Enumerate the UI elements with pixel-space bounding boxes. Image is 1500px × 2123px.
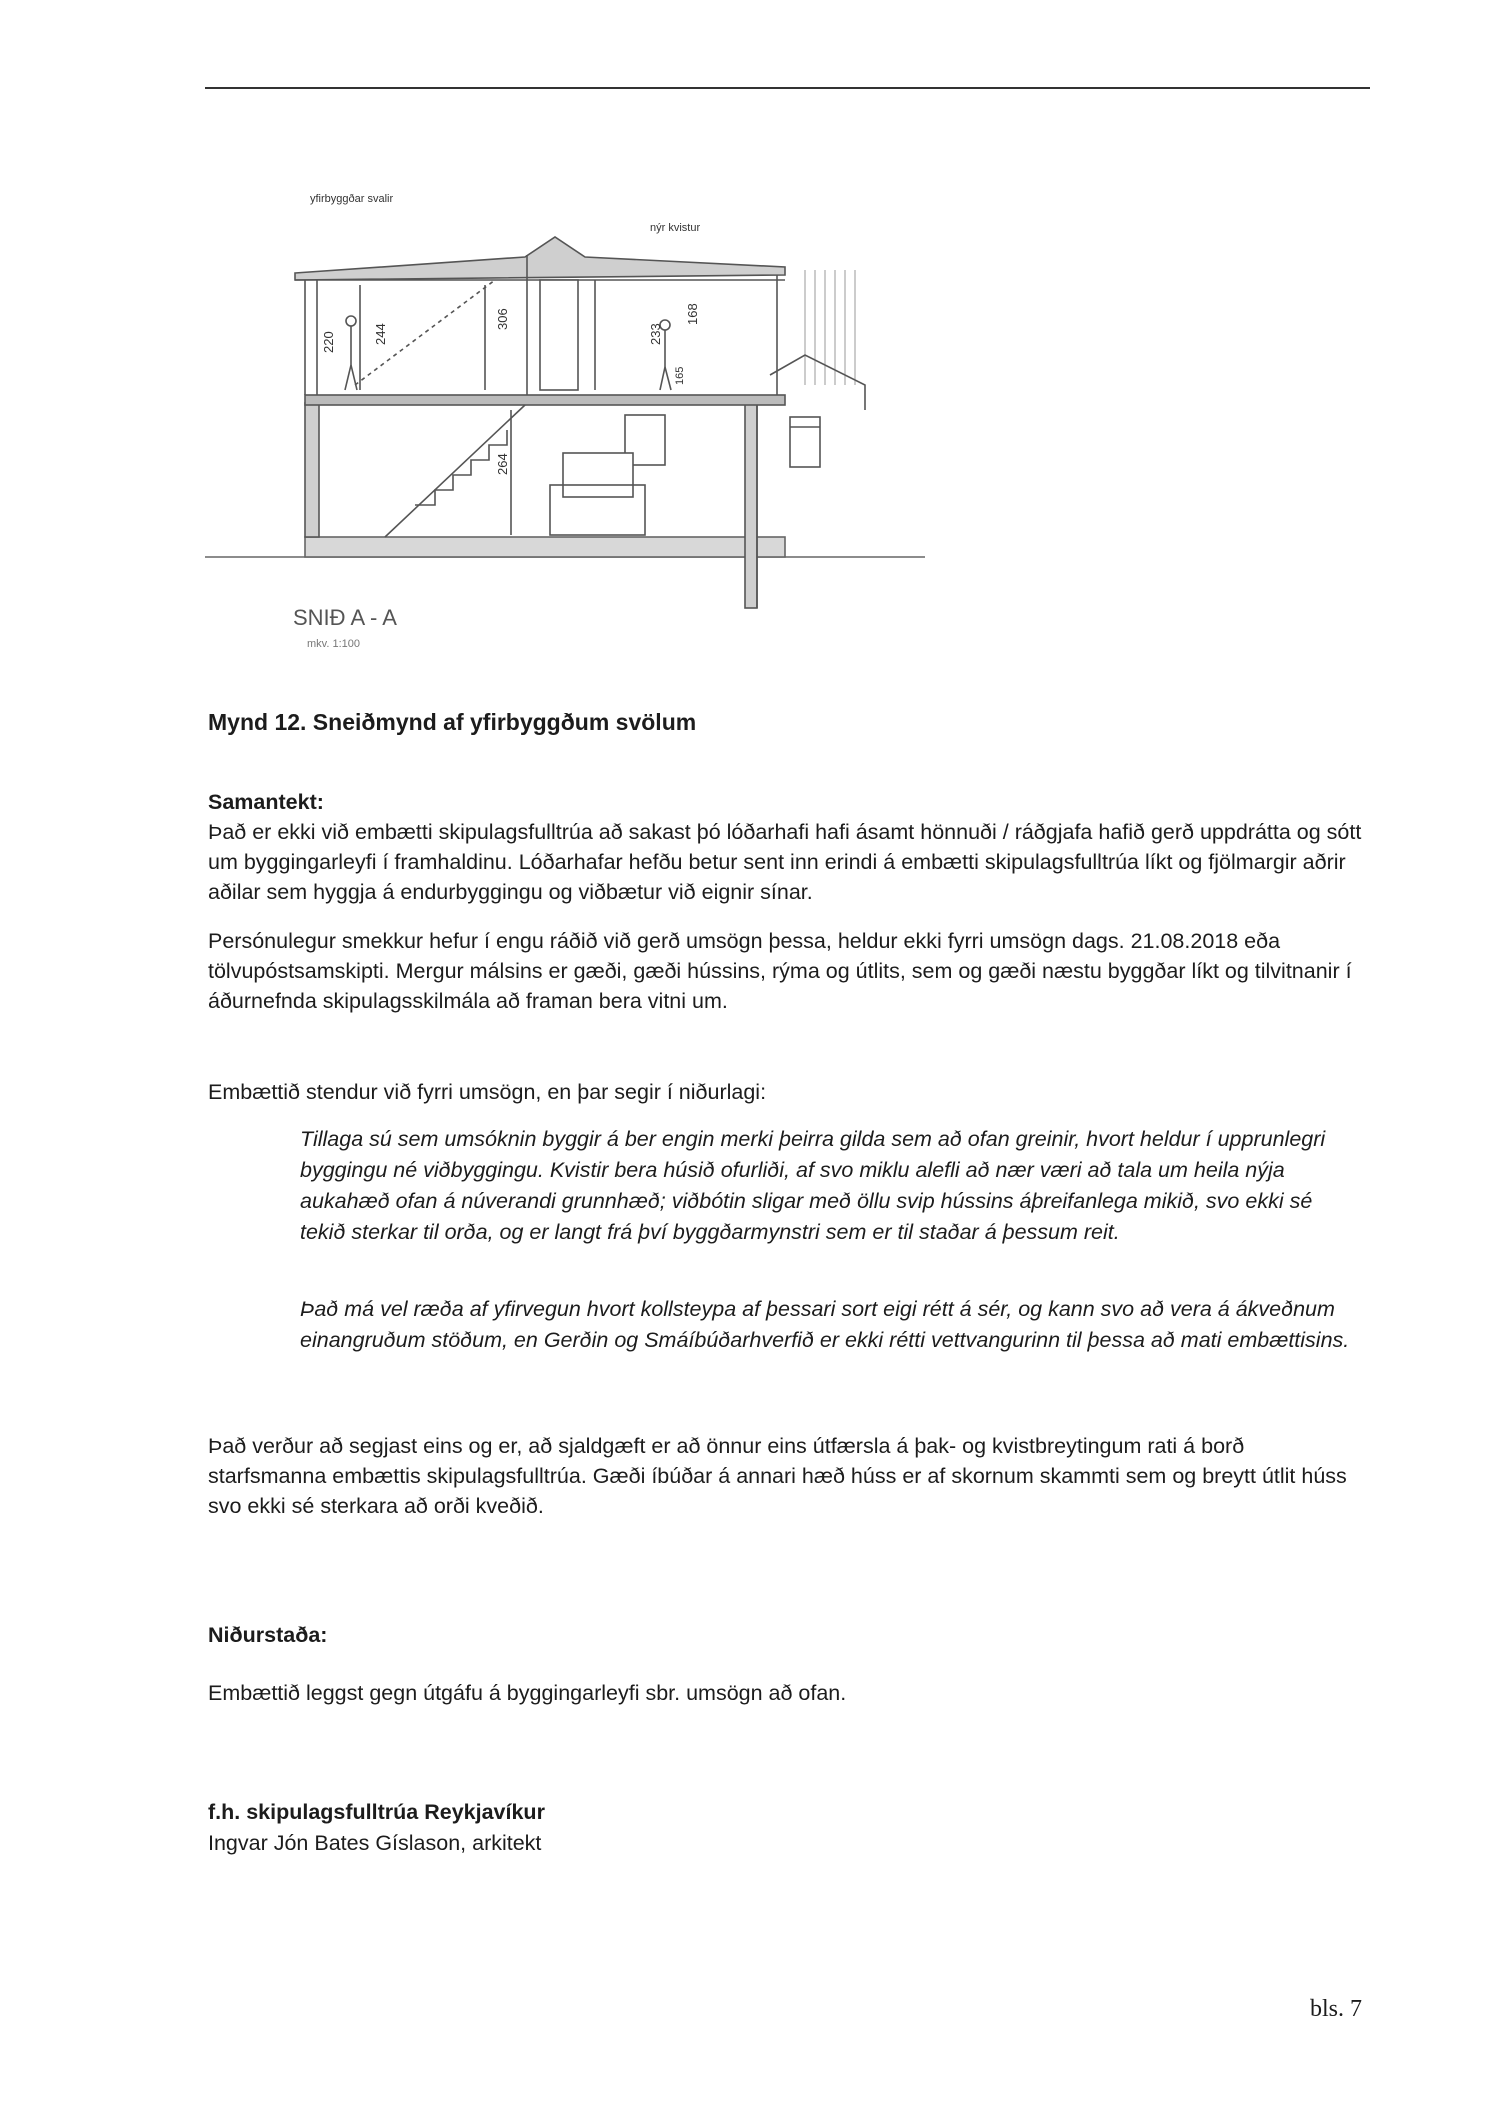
dim-5: 168 (685, 303, 700, 325)
dim-1: 220 (321, 331, 336, 353)
quote-paragraph-1: Tillaga sú sem umsóknin byggir á ber engin merki þeirra gilda sem að ofan greinir, hvort heldur í upprunlegri byggingu né viðbyggingu. Kvistir bera húsið ofurliði, af svo miklu alefli að nær væri að tala um heila nýja aukahæð ofan á núverandi grunnhæð; viðbótin sligar með öllu svip hússins áþreifanlega mikið, svo ekki sé tekið sterkar til orða, og er langt frá því byggðarmynstri sem er til staðar á þessum reit. (300, 1127, 1326, 1244)
signature-title: f.h. skipulagsfulltrúa Reykjavíkur (208, 1800, 545, 1824)
dim-4: 233 (648, 323, 663, 345)
label-right: nýr kvistur (650, 222, 701, 234)
header-rule (205, 87, 1370, 89)
quote-paragraph-2: Það má vel ræða af yfirvegun hvort kollsteypa af þessari sort eigi rétt á sér, og kann svo að vera á ákveðnum einangruðum stöðum, en Gerðin og Smáíbúðarhverfið er ekki rétti vettvangurinn til þessa að mati embættisins. (300, 1297, 1350, 1352)
label-left: yfirbyggðar svalir (310, 193, 394, 205)
signature-name: Ingvar Jón Bates Gíslason, arkitekt (208, 1831, 542, 1855)
section-drawing-svg (205, 185, 965, 655)
dim-3: 306 (495, 308, 510, 330)
summary-paragraph-4: Það verður að segjast eins og er, að sjaldgæft er að önnur eins útfærsla á þak- og kvistbreytingum rati á borð starfsmanna embættis skipulagsfulltrúa. Gæði íbúðar á annari hæð húss er af skornum skammti sem og breytt útlit húss svo ekki sé sterkara að orði kveðið. (208, 1434, 1347, 1518)
result-text: Embættið leggst gegn útgáfu á byggingarleyfi sbr. umsögn að ofan. (208, 1681, 847, 1705)
section-title: SNIÐ A - A (293, 605, 397, 630)
result-heading: Niðurstaða: (208, 1623, 328, 1647)
summary-paragraph-1: Það er ekki við embætti skipulagsfulltrúa að sakast þó lóðarhafi hafi ásamt hönnuði / ráðgjafa hafið gerð uppdrátta og sótt um byggingarleyfi í framhaldinu. Lóðarhafar hefðu betur sent inn erindi á embætti skipulagsfulltrúa líkt og fjölmargir aðrir aðilar sem hyggja á endurbyggingu og viðbætur við eignir sínar. (208, 820, 1362, 904)
summary-heading: Samantekt: (208, 790, 324, 814)
summary-paragraph-3: Embættið stendur við fyrri umsögn, en þar segir í niðurlagi: (208, 1080, 767, 1104)
dim-6: 165 (674, 366, 686, 385)
dim-7: 264 (495, 453, 510, 475)
figure-caption: Mynd 12. Sneiðmynd af yfirbyggðum svölum (208, 709, 697, 735)
section-drawing (205, 185, 965, 655)
section-scale: mkv. 1:100 (307, 638, 360, 650)
summary-paragraph-2: Persónulegur smekkur hefur í engu ráðið við gerð umsögn þessa, heldur ekki fyrri umsögn dags. 21.08.2018 eða tölvupóstsamskipti. Mergur málsins er gæði, gæði hússins, rýma og útlits, sem og gæði næstu byggðar líkt og tilvitnanir í áðurnefnda skipulagsskilmála að framan bera vitni um. (208, 929, 1352, 1013)
dim-2: 244 (373, 323, 388, 345)
page-number: bls. 7 (1310, 1996, 1363, 2022)
